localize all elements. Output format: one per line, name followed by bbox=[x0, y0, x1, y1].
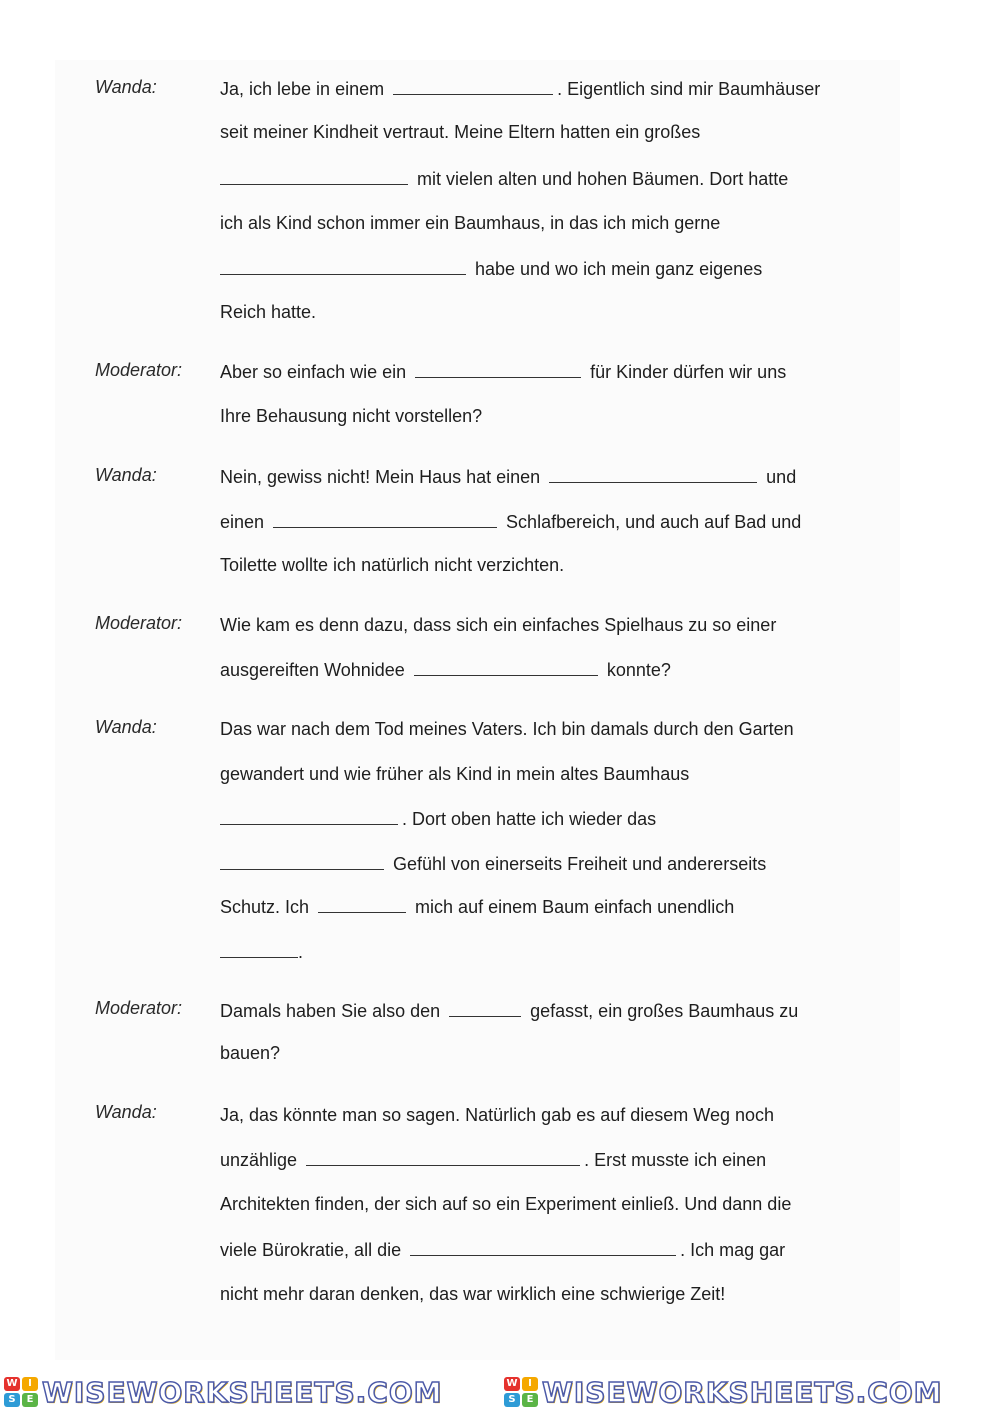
dialogue-line: ich als Kind schon immer ein Baumhaus, in das ich mich gerne bbox=[220, 213, 721, 233]
dialogue-line: habe und wo ich mein ganz eigenes bbox=[220, 258, 762, 280]
logo-letter: E bbox=[522, 1393, 538, 1407]
watermark-text: WISEWORKSHEETS.COM bbox=[42, 1375, 443, 1409]
wise-logo-icon bbox=[4, 1377, 38, 1407]
answer-blank[interactable] bbox=[220, 853, 384, 870]
logo-letter: S bbox=[4, 1393, 20, 1407]
dialogue-line: gewandert und wie früher als Kind in mein altes Baumhaus bbox=[220, 764, 690, 784]
logo-letter: I bbox=[22, 1377, 38, 1391]
speaker-label: Wanda: bbox=[95, 77, 157, 97]
speaker-label: Moderator: bbox=[95, 998, 183, 1018]
dialogue-line: . Dort oben hatte ich wieder das bbox=[220, 808, 656, 830]
speaker-label: Wanda: bbox=[95, 1102, 157, 1122]
logo-letter: I bbox=[522, 1377, 538, 1391]
answer-blank[interactable] bbox=[318, 896, 406, 913]
dialogue-line: nicht mehr daran denken, das war wirklich eine schwierige Zeit! bbox=[220, 1284, 726, 1304]
dialogue-line: bauen? bbox=[220, 1043, 281, 1063]
answer-blank[interactable] bbox=[220, 168, 408, 185]
answer-blank[interactable] bbox=[393, 78, 553, 95]
answer-blank[interactable] bbox=[410, 1239, 676, 1256]
dialogue-line: Toilette wollte ich natürlich nicht verzichten. bbox=[220, 555, 565, 575]
wise-logo-icon bbox=[504, 1377, 538, 1407]
speaker-label: Wanda: bbox=[95, 717, 157, 737]
dialogue-line: Ihre Behausung nicht vorstellen? bbox=[220, 406, 483, 426]
answer-blank[interactable] bbox=[415, 361, 581, 378]
answer-blank[interactable] bbox=[273, 511, 497, 528]
dialogue-line: ausgereiften Wohnidee konnte? bbox=[220, 660, 671, 680]
dialogue-line: viele Bürokratie, all die . Ich mag gar bbox=[220, 1240, 786, 1260]
answer-blank[interactable] bbox=[549, 466, 757, 483]
dialogue-line: Gefühl von einerseits Freiheit und andererseits bbox=[220, 853, 766, 875]
answer-blank[interactable] bbox=[306, 1149, 580, 1166]
dialogue-line: Architekten finden, der sich auf so ein Experiment einließ. Und dann die bbox=[220, 1194, 792, 1214]
dialogue-line: Das war nach dem Tod meines Vaters. Ich bin damals durch den Garten bbox=[220, 719, 794, 739]
dialogue-line: seit meiner Kindheit vertraut. Meine Eltern hatten ein großes bbox=[220, 122, 701, 142]
dialogue-line: Ja, ich lebe in einem . Eigentlich sind mir Baumhäuser bbox=[220, 79, 821, 99]
dialogue-line: Aber so einfach wie ein für Kinder dürfen wir uns bbox=[220, 362, 787, 382]
answer-blank[interactable] bbox=[449, 1000, 521, 1017]
dialogue-line: mit vielen alten und hohen Bäumen. Dort hatte bbox=[220, 168, 788, 190]
dialogue-line: Wie kam es denn dazu, dass sich ein einfaches Spielhaus zu so einer bbox=[220, 615, 777, 635]
dialogue-line: Reich hatte. bbox=[220, 302, 317, 322]
watermark-text: WISEWORKSHEETS.COM bbox=[542, 1375, 943, 1409]
watermark-brand bbox=[0, 1376, 500, 1409]
logo-letter: S bbox=[504, 1393, 520, 1407]
watermark-footer bbox=[0, 1372, 1000, 1412]
answer-blank[interactable] bbox=[220, 941, 298, 958]
dialogue-line: einen Schlafbereich, und auch auf Bad und bbox=[220, 512, 802, 532]
dialogue-line: Ja, das könnte man so sagen. Natürlich gab es auf diesem Weg noch bbox=[220, 1105, 774, 1125]
dialogue-line: unzählige . Erst musste ich einen bbox=[220, 1150, 767, 1170]
dialogue-line: Damals haben Sie also den gefasst, ein großes Baumhaus zu bbox=[220, 1001, 799, 1021]
answer-blank[interactable] bbox=[220, 258, 466, 275]
logo-letter: W bbox=[4, 1377, 20, 1391]
answer-blank[interactable] bbox=[220, 808, 398, 825]
dialogue-line: Nein, gewiss nicht! Mein Haus hat einen und bbox=[220, 467, 797, 487]
answer-blank[interactable] bbox=[414, 659, 598, 676]
logo-letter: E bbox=[22, 1393, 38, 1407]
logo-letter: W bbox=[504, 1377, 520, 1391]
speaker-label: Moderator: bbox=[95, 613, 183, 633]
dialogue-line: . bbox=[220, 941, 303, 963]
watermark-brand bbox=[500, 1376, 1000, 1409]
speaker-label: Wanda: bbox=[95, 465, 157, 485]
speaker-label: Moderator: bbox=[95, 360, 183, 380]
dialogue-line: Schutz. Ich mich auf einem Baum einfach unendlich bbox=[220, 897, 735, 917]
